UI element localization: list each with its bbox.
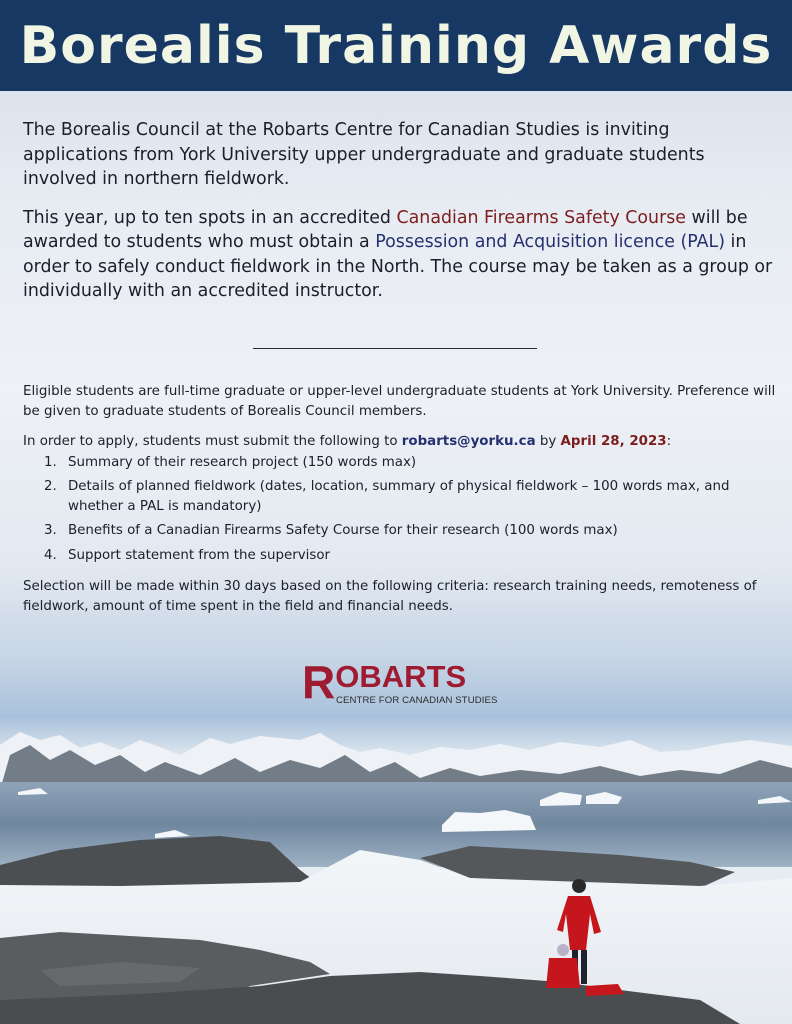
- list-number: 1.: [44, 454, 57, 470]
- requirements-list: [23, 453, 783, 566]
- selection-criteria: Selection will be made within 30 days based on the following criteria: research training needs, remoteness of fieldwork, amount of time spent in the field and financial needs.: [23, 579, 757, 614]
- arctic-landscape-photo: [0, 700, 792, 1024]
- list-number: 2.: [44, 479, 57, 494]
- email-link[interactable]: robarts@yorku.ca: [401, 434, 536, 449]
- list-item: [23, 546, 783, 566]
- intro-p2-middle: will be awarded to students who must obtain a: [23, 207, 748, 252]
- list-text: Summary of their research project (150 words max): [68, 454, 417, 470]
- logo-initial: R: [302, 656, 336, 708]
- logo-rest: OBARTS: [335, 659, 467, 694]
- list-number: 4.: [44, 547, 57, 563]
- intro-paragraph-2: [23, 206, 775, 304]
- header-banner: [0, 0, 792, 91]
- eligibility-text: Eligible students are full-time graduate or upper-level undergraduate students at York University. Preference will be given to graduate students of Borealis Council members.: [23, 384, 776, 419]
- list-item: [23, 477, 783, 516]
- intro-p2-after: in order to safely conduct fieldwork in the North. The course may be taken as a group or individually with an accredited instructor.: [23, 232, 773, 301]
- details-section: [23, 382, 783, 616]
- pal-highlight: Possession and Acquisition licence (PAL): [375, 232, 726, 252]
- list-number: 3.: [44, 523, 57, 538]
- section-divider: [253, 348, 537, 349]
- apply-colon: :: [666, 434, 672, 449]
- course-name-highlight: Canadian Firearms Safety Course: [396, 207, 686, 228]
- page-title: Borealis Training Awards: [19, 15, 773, 76]
- deadline-date: April 28, 2023: [560, 434, 667, 449]
- apply-instructions: [23, 432, 783, 452]
- list-item: [23, 453, 783, 473]
- list-text: Benefits of a Canadian Firearms Safety Course for their research (100 words max): [68, 523, 618, 538]
- logo-subtitle: CENTRE FOR CANADIAN STUDIES: [336, 695, 498, 706]
- apply-by: by: [535, 434, 561, 449]
- list-text: Support statement from the supervisor: [68, 547, 331, 563]
- intro-paragraph-1: The Borealis Council at the Robarts Centre for Canadian Studies is inviting applications from York University upper undergraduate and graduate students involved in northern fieldwork.: [23, 120, 705, 189]
- list-item: [23, 521, 783, 541]
- intro-p2-before: This year, up to ten spots in an accredited: [23, 207, 397, 228]
- list-text: Details of planned fieldwork (dates, location, summary of physical fieldwork – 100 words max, and whether a PAL is mandatory): [68, 479, 730, 514]
- landscape-illustration: [0, 700, 792, 1024]
- intro-section: [23, 118, 775, 318]
- apply-before: In order to apply, students must submit the following to: [23, 434, 402, 449]
